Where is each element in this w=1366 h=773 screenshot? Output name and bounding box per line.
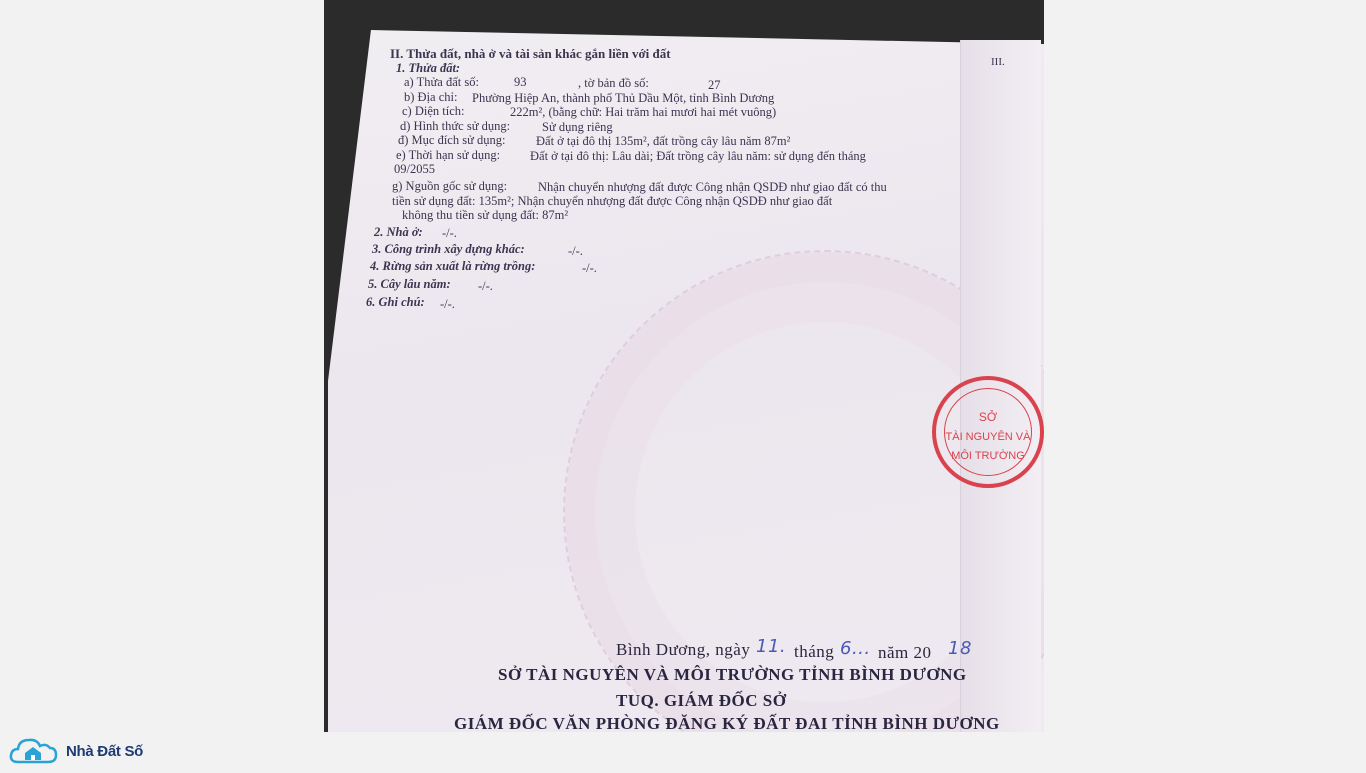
- org-line2: TUQ. GIÁM ĐỐC SỞ: [616, 691, 787, 710]
- item6-title: 6. Ghi chú:: [366, 295, 425, 309]
- dd-value: Đất ở tại đô thị 135m², đất trồng cây lâu năm 87m²: [536, 134, 791, 148]
- date-year-label: năm 20: [878, 643, 932, 662]
- item2-value: -/-.: [442, 226, 457, 240]
- g-value3: không thu tiền sử dụng đất: 87m²: [402, 208, 569, 222]
- date-month-label: tháng: [794, 642, 835, 661]
- org-line1: SỞ TÀI NGUYÊN VÀ MÔI TRƯỜNG TỈNH BÌNH DƯƠNG: [498, 665, 967, 684]
- item1-title: 1. Thửa đất:: [396, 61, 461, 75]
- image-viewer: [324, 0, 1044, 732]
- seal-line2: TÀI NGUYÊN VÀ: [945, 431, 1031, 443]
- seal-line1: SỞ: [978, 410, 998, 424]
- house-cloud-icon: [8, 734, 64, 768]
- d-label: d) Hình thức sử dụng:: [400, 119, 511, 133]
- date-month: 6...: [840, 638, 871, 659]
- e-label: e) Thời hạn sử dụng:: [396, 148, 501, 162]
- item4-value: -/-.: [582, 261, 597, 275]
- item3-title: 3. Công trình xây dựng khác:: [372, 242, 525, 256]
- e-value: Đất ở tại đô thị: Lâu dài; Đất trồng cây lâu năm: sử dụng đến tháng: [530, 149, 866, 163]
- a-value: 93: [514, 75, 527, 89]
- b-value: Phường Hiệp An, thành phố Thủ Dầu Một, tỉnh Bình Dương: [472, 91, 775, 105]
- section-title: II. Thửa đất, nhà ở và tài sản khác gắn liền với đất: [390, 46, 671, 61]
- item4-title: 4. Rừng sản xuất là rừng trồng:: [370, 259, 536, 273]
- g-value1: Nhận chuyển nhượng đất được Công nhận QSDĐ như giao đất có thu: [538, 180, 887, 194]
- date-place: Bình Dương, ngày: [616, 640, 751, 659]
- g-label: g) Nguồn gốc sử dụng:: [392, 179, 508, 193]
- e-value2: 09/2055: [394, 162, 435, 176]
- item5-value: -/-.: [478, 279, 493, 293]
- item6-value: -/-.: [440, 297, 455, 311]
- brand-name: Nhà Đất Số: [66, 742, 144, 760]
- d-value: Sử dụng riêng: [542, 120, 613, 134]
- g-value2: tiền sử dụng đất: 135m²; Nhận chuyển nhượng đất được Công nhận QSDĐ như giao đất: [392, 194, 833, 208]
- brand-watermark: [8, 734, 158, 768]
- date-year-suffix: 18: [948, 638, 972, 659]
- date-day: 11.: [756, 636, 787, 657]
- dd-label: đ) Mục đích sử dụng:: [398, 133, 506, 147]
- item5-title: 5. Cây lâu năm:: [368, 277, 451, 291]
- c-value: 222m², (bằng chữ: Hai trăm hai mươi hai mét vuông): [510, 105, 777, 119]
- item2-title: 2. Nhà ở:: [374, 225, 423, 239]
- a-map-label: , tờ bản đồ số:: [578, 76, 649, 90]
- page-marker: III.: [991, 56, 1005, 68]
- c-label: c) Diện tích:: [402, 104, 465, 118]
- seal-line3: MÔI TRƯỜNG: [951, 450, 1025, 462]
- a-map-value: 27: [708, 78, 721, 92]
- org-line3: GIÁM ĐỐC VĂN PHÒNG ĐĂNG KÝ ĐẤT ĐAI TỈNH BÌNH DƯƠNG: [454, 714, 1000, 732]
- b-label: b) Địa chỉ:: [404, 90, 458, 104]
- official-red-seal: [932, 376, 1044, 488]
- a-label: a) Thửa đất số:: [404, 75, 479, 89]
- item3-value: -/-.: [568, 244, 583, 258]
